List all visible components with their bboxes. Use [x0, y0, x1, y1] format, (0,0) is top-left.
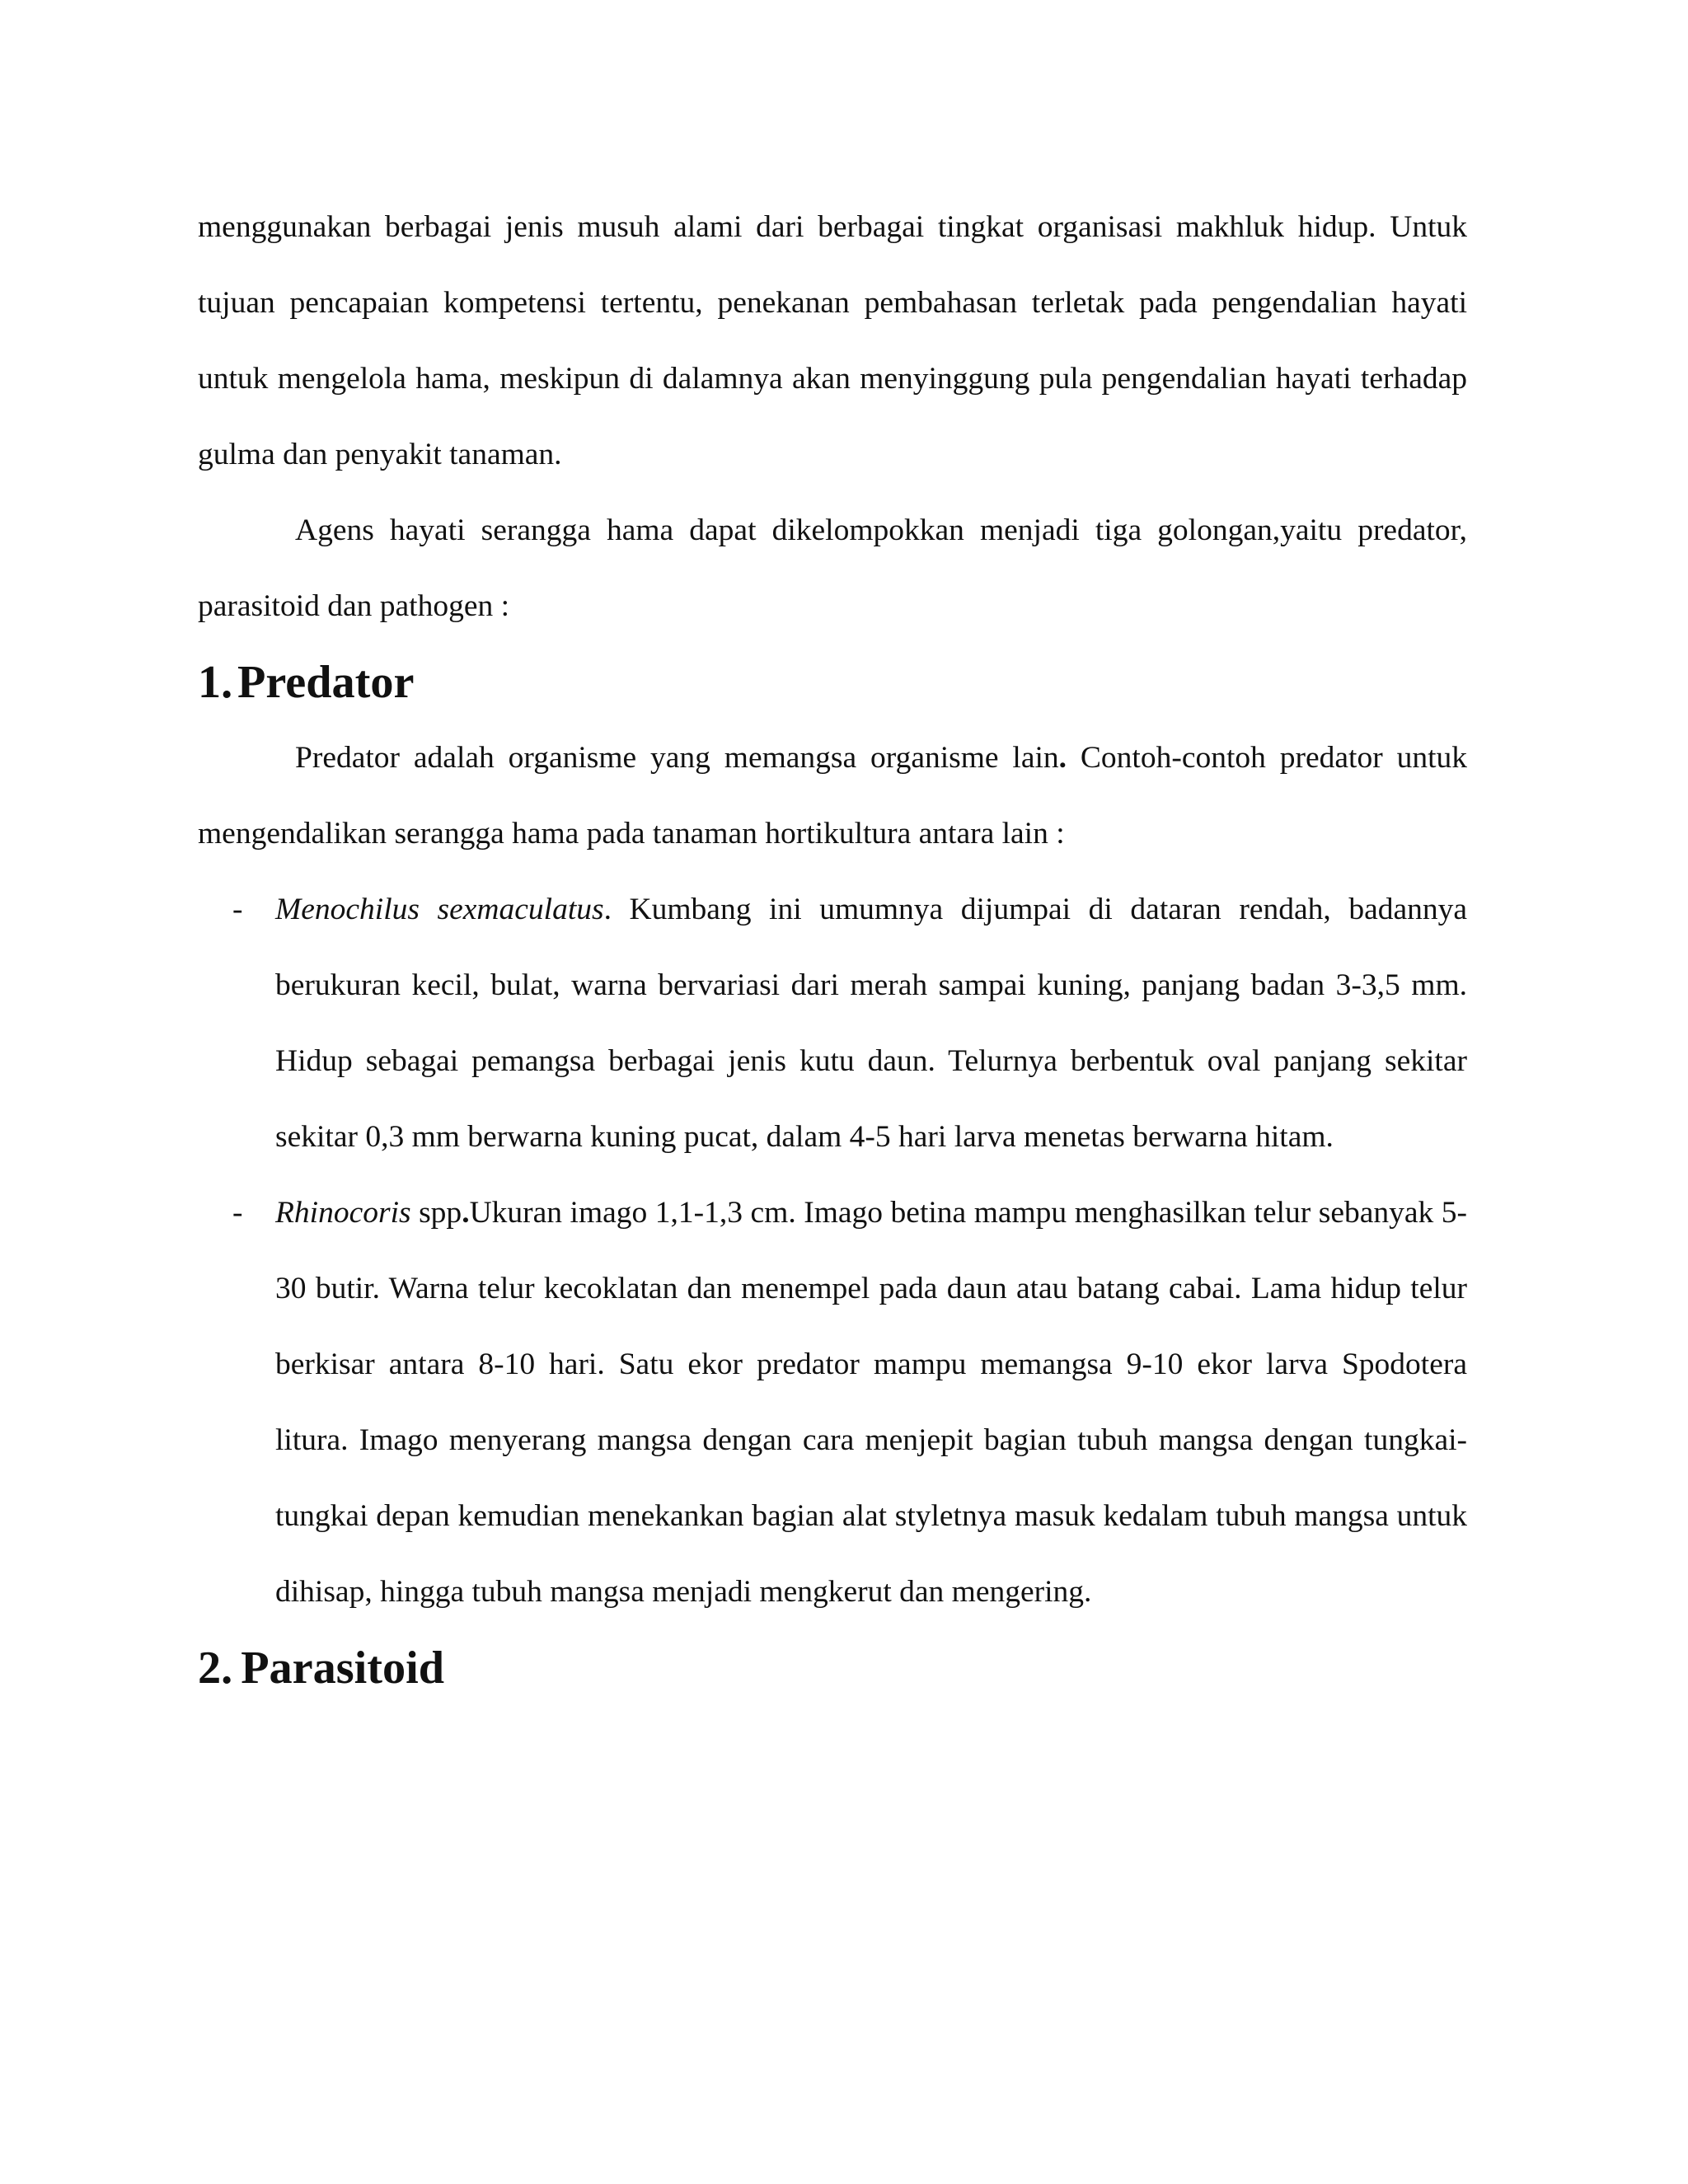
predator-intro-bold-period: . [1058, 741, 1067, 775]
predator-intro-text-b: Contoh-contoh predator untuk mengendalikan serangga hama pada tanaman hortikultura antara lain : [198, 741, 1467, 851]
species-suffix: spp [410, 1196, 462, 1230]
list-bullet: - [232, 1196, 243, 1230]
species-name: Menochilus sexmaculatus [275, 893, 604, 926]
item-description: . Kumbang ini umumnya dijumpai di dataran rendah, badannya berukuran kecil, bulat, warna bervariasi dari merah sampai kuning, panjang badan 3-3,5 mm. Hidup sebagai pemangsa berbagai jenis kutu daun. Telurnya berbentuk oval panjang sekitar sekitar 0,3 mm berwarna kuning pucat, dalam 4-5 hari larva menetas berwarna hitam. [275, 893, 1468, 1154]
section-title: Predator [237, 657, 415, 708]
predator-intro-text-a: Predator adalah organisme yang memangsa organisme lain [295, 741, 1059, 775]
item-description: Ukuran imago 1,1-1,3 cm. Imago betina mampu menghasilkan telur sebanyak 5-30 butir. Warna telur kecoklatan dan menempel pada daun atau batang cabai. Lama hidup telur berkisar antara 8-10 hari. Satu ekor predator mampu memangsa 9-10 ekor larva Spodotera litura. Imago menyerang mangsa dengan cara menjepit bagian tubuh mangsa dengan tungkai-tungkai depan kemudian menekankan bagian alat styletnya masuk kedalam tubuh mangsa untuk dihisap, hingga tubuh mangsa menjadi mengkerut dan mengering. [275, 1196, 1467, 1609]
species-bold-period: . [462, 1196, 470, 1230]
section-title: Parasitoid [241, 1643, 445, 1694]
intro-paragraph: menggunakan berbagai jenis musuh alami dari berbagai tingkat organisasi makhluk hidup. Untuk tujuan pencapaian kompetensi tertentu, penekanan pembahasan terletak pada pengendalian hayati untuk mengelola hama, meskipun di dalamnya akan menyinggung pula pengendalian hayati terhadap gulma dan penyakit tanaman. [198, 210, 1467, 471]
section-number: 2. [198, 1643, 233, 1694]
section-heading-parasitoid [198, 1630, 1467, 1706]
section-number: 1. [198, 657, 233, 708]
section-heading-predator [198, 644, 1467, 720]
list-item [198, 872, 1467, 1175]
species-name: Rhinocoris [275, 1196, 411, 1230]
list-bullet: - [232, 893, 243, 926]
document-page [198, 190, 1467, 1706]
predator-list [198, 872, 1467, 1630]
list-item [198, 1175, 1467, 1630]
predator-intro-paragraph [198, 720, 1467, 872]
agens-paragraph: Agens hayati serangga hama dapat dikelompokkan menjadi tiga golongan,yaitu predator, parasitoid dan pathogen : [198, 513, 1467, 623]
